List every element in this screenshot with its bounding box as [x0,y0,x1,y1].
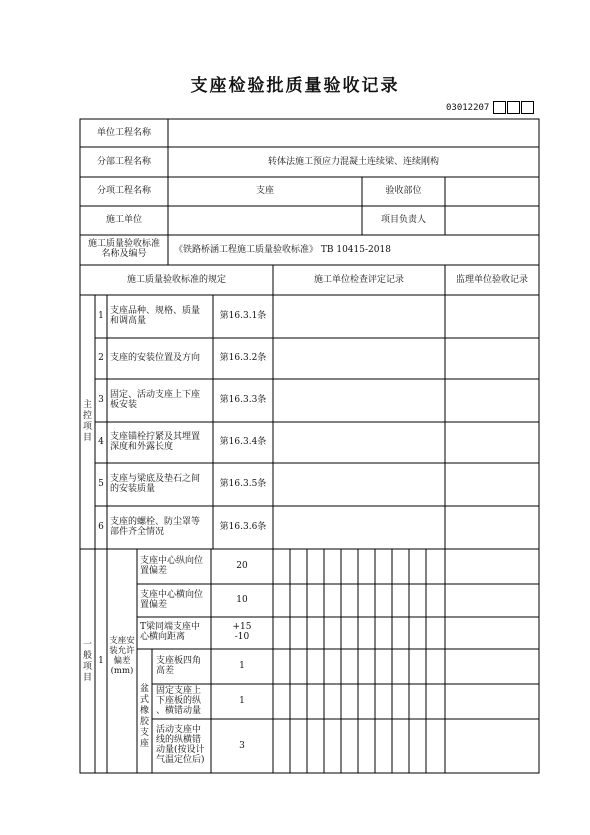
spec-column-header: 施工质量验收标准的规定 [126,275,226,285]
item-project-value[interactable]: 支座 [255,186,274,196]
project-manager-label: 项目负责人 [380,215,426,225]
main-item-no: 5 [98,479,104,489]
project-manager-field[interactable] [449,215,535,226]
general-item-tolerance: 1 [239,696,245,706]
general-item-text: T梁同端支座中 [140,622,201,632]
general-item-text: 动量(按设计 [156,745,205,755]
general-item-tolerance: 10 [236,595,248,605]
supervisor-column-header: 监理单位验收记录 [455,275,528,285]
general-item-text: 固定支座上 [156,686,202,696]
main-item-text: 部件齐全情况 [110,527,165,537]
unit-project-label: 单位工程名称 [96,128,151,138]
main-item-clause: 第16.3.3条 [219,395,267,405]
general-item-tolerance-lower: -10 [234,632,250,642]
general-item-text: 、横错动量 [156,706,202,716]
support-tolerance-group-label: 支座安装允许偏差(mm) [109,636,135,676]
general-item-text: 支座板四角 [156,656,202,666]
main-item-text: 固定、活动支座上下座 [110,390,201,400]
main-item-no: 4 [98,437,104,447]
general-item-text: 支座中心纵向位 [140,556,204,566]
main-item-no: 1 [98,311,104,321]
acceptance-part-field[interactable] [449,186,535,197]
sub-project-label: 分部工程名称 [96,157,151,167]
main-item-no: 6 [98,522,104,532]
main-item-clause: 第16.3.5条 [219,479,267,489]
general-item-tolerance: 3 [239,741,245,751]
main-item-clause: 第16.3.2条 [219,353,267,363]
sub-project-value[interactable]: 转体法施工预应力混凝土连续梁、连续刚构 [267,157,439,167]
general-item-text: 气温定位后) [156,755,205,765]
main-item-text: 支座的安装位置及方向 [110,353,201,363]
general-item-text: 下座板的纵 [156,696,202,706]
unit-project-field[interactable] [172,128,532,139]
record-code: 03012207 [446,103,490,113]
construction-unit-field[interactable] [172,215,358,226]
general-item-tolerance-upper: +15 [232,622,252,632]
contractor-column-header: 施工单位检查评定记录 [313,275,404,285]
general-item-text: 活动支座中 [156,725,202,735]
main-item-text: 和调高量 [110,316,147,326]
general-item-text: 支座中心横向位 [140,590,204,600]
standard-value: 《铁路桥涵工程施工质量验收标准》 TB 10415-2018 [174,245,391,255]
general-item-tolerance: 20 [236,561,248,571]
main-item-text: 支座锚栓拧紧及其埋置 [110,432,201,442]
general-item-text: 置偏差 [140,566,168,576]
main-item-clause: 第16.3.6条 [219,522,267,532]
main-item-text: 板安装 [110,400,138,410]
main-item-text: 支座品种、规格、质量 [110,306,201,316]
general-item-text: 线的纵横错 [156,735,202,745]
main-item-clause: 第16.3.1条 [219,311,267,321]
main-item-no: 2 [98,353,104,363]
main-item-text: 支座与梁底及垫石之间 [110,474,201,484]
main-item-no: 3 [98,395,104,405]
general-item-no: 1 [98,656,104,666]
main-item-clause: 第16.3.4条 [219,437,267,447]
main-item-text: 支座的螺栓、防尘罩等 [110,517,201,527]
main-item-text: 的安装质量 [110,484,156,494]
general-item-text: 心横向距离 [140,632,186,642]
standard-label-line1: 施工质量验收标准 [87,239,160,249]
standard-label-line2: 名称及编号 [101,249,147,259]
construction-unit-label: 施工单位 [105,215,142,225]
acceptance-part-label: 验收部位 [385,186,422,196]
general-item-text: 高差 [156,666,175,676]
general-item-text: 置偏差 [140,600,168,610]
basin-rubber-support-label: 盆式橡胶支座 [139,684,149,749]
item-project-label: 分项工程名称 [96,186,151,196]
general-item-tolerance: 1 [239,661,245,671]
general-items-label: 一般项目 [82,640,92,683]
main-item-text: 深度和外露长度 [110,442,174,452]
main-control-label: 主控项目 [82,400,92,443]
page-title: 支座检验批质量验收记录 [190,76,400,96]
